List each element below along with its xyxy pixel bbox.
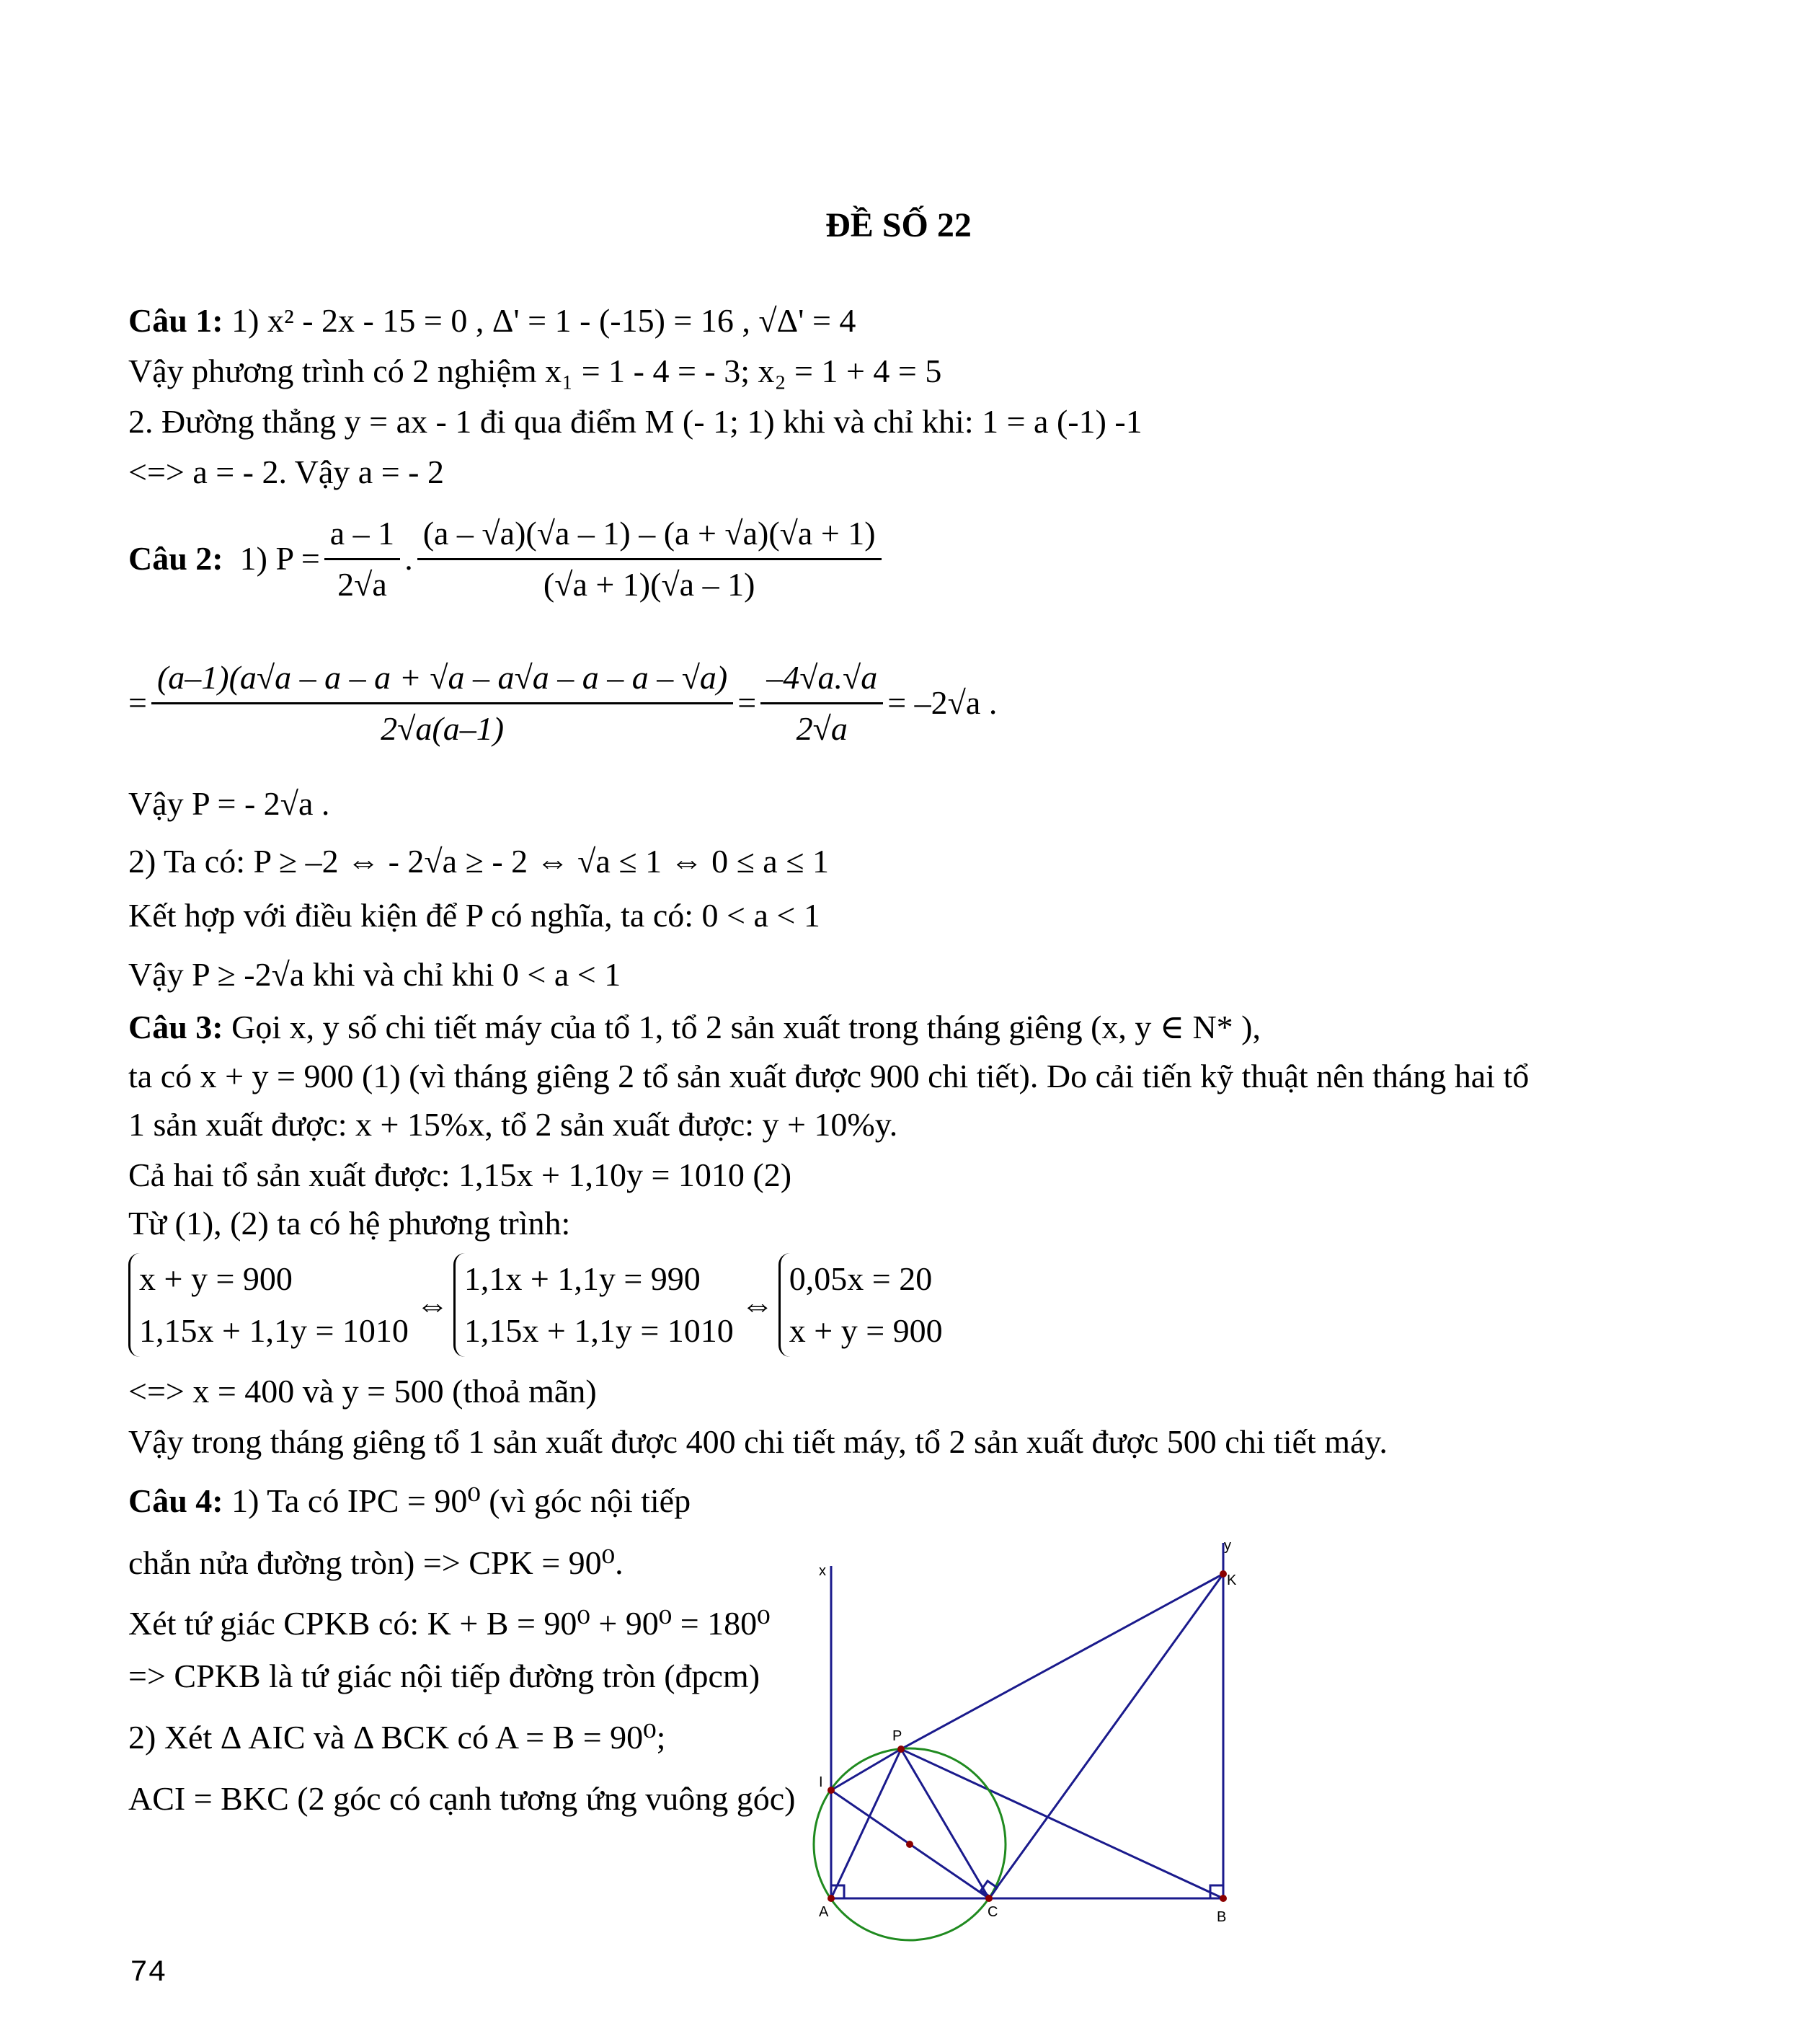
q3-sys2-eq1: 1,1x + 1,1y = 990 [463, 1260, 701, 1297]
q2-f2-num: (a – √a)(√a – 1) – (a + √a)(√a + 1) [417, 512, 882, 560]
point-p [897, 1746, 905, 1753]
q3-sys3-eq1: 0,05x = 20 [789, 1260, 933, 1297]
q2-f1-num: a – 1 [324, 512, 400, 560]
q1-label: Câu 1: [128, 302, 223, 339]
q2-eq2-den: 2√a(a–1) [381, 709, 505, 747]
q3-sys1-eq2: 1,15x + 1,1y = 1010 [139, 1312, 409, 1349]
label-y: y [1224, 1538, 1231, 1554]
label-b: B [1217, 1909, 1227, 1925]
pc-segment [901, 1749, 989, 1898]
q3-sys2-eq2: 1,15x + 1,1y = 1010 [463, 1312, 734, 1349]
point-k [1220, 1570, 1227, 1578]
q3-line6: <=> x = 400 và y = 500 (thoả mãn) [128, 1373, 597, 1410]
q3-equiv-2: ⇔ [740, 1286, 774, 1323]
q3-line5: Từ (1), (2) ta có hệ phương trình: [128, 1205, 571, 1242]
point-b [1220, 1895, 1227, 1902]
pb-segment [901, 1749, 1223, 1898]
page-title: ĐỀ SỐ 22 [825, 206, 972, 244]
q2-part2-line2: Kết hợp với điều kiện để P có nghĩa, ta có: 0 < a < 1 [128, 897, 820, 934]
label-a: A [819, 1904, 829, 1920]
point-center [906, 1841, 913, 1848]
label-x: x [819, 1563, 826, 1579]
q1-line2: Vậy phương trình có 2 nghiệm x₁ = 1 - 4 = - 3; x₂ = 1 + 4 = 5 [128, 353, 942, 389]
q3-line7: Vậy trong tháng giêng tổ 1 sản xuất được 400 chi tiết máy, tổ 2 sản xuất được 500 chi tiết máy. [128, 1423, 1388, 1460]
q2-p-intro: 1) P = [239, 540, 320, 577]
q1-line3: 2. Đường thẳng y = ax - 1 đi qua điểm M (- 1; 1) khi và chỉ khi: 1 = a (-1) -1 [128, 403, 1142, 440]
q2-eq2-result: = –2√a . [887, 684, 998, 721]
q2-f2-den: (√a + 1)(√a – 1) [543, 565, 755, 603]
q2-vay: Vậy P = - 2√a . [128, 785, 330, 822]
pk-segment [901, 1574, 1223, 1749]
q3-label: Câu 3: [128, 1009, 223, 1045]
point-c [985, 1895, 993, 1902]
q3-sys3-eq2: x + y = 900 [789, 1312, 943, 1349]
label-i: I [819, 1774, 823, 1790]
pa-segment [831, 1749, 901, 1898]
q3-equiv-1: ⇔ [415, 1286, 449, 1323]
label-k: K [1227, 1572, 1237, 1588]
ck-segment [989, 1574, 1223, 1898]
q3-sys1-eq1: x + y = 900 [139, 1260, 293, 1297]
q2-line1: Câu 2: 1) P = $\frac{a - 1}{2√a}$ . $\frac{(a - √a)(√a - 1) - (a + √a)(√a + 1)}{(√a + 1)(√a - 1)}$ [128, 508, 886, 609]
q1-text1: 1) x² - 2x - 15 = 0 , Δ' = 1 - (-15) = 16 , √Δ' = 4 [231, 302, 856, 339]
q3-line2: ta có x + y = 900 (1) (vì tháng giêng 2 tổ sản xuất được 900 chi tiết). Do cải tiến kỹ thuật nên tháng hai tổ [128, 1058, 1530, 1094]
q3-text1: Gọi x, y số chi tiết máy của tổ 1, tổ 2 sản xuất trong tháng giêng (x, y ∈ N* ), [231, 1009, 1261, 1045]
point-i [827, 1787, 835, 1794]
q1-line4: <=> a = - 2. Vậy a = - 2 [128, 454, 444, 490]
q3-line4: Cả hai tổ sản xuất được: 1,15x + 1,10y = 1010 (2) [128, 1156, 792, 1193]
q2-part2-line1: 2) Ta có: P ≥ –2 ⇔ - 2√a ≥ - 2 ⇔ √a ≤ 1 ⇔ 0 ≤ a ≤ 1 [128, 843, 829, 880]
q2-f1-den: 2√a [337, 565, 387, 603]
q4-label: Câu 4: [128, 1482, 223, 1519]
q4-line5: 2) Xét Δ AIC và Δ BCK có A = B = 90⁰; [128, 1719, 666, 1756]
q2-eq2-num: (a–1)(a√a – a – a + √a – a√a – a – a – √a) [151, 656, 733, 704]
q2-part2-line3: Vậy P ≥ -2√a khi và chỉ khi 0 < a < 1 [128, 956, 621, 993]
q2-eq2-mid-den: 2√a [796, 709, 848, 747]
label-c: C [988, 1904, 998, 1920]
q2-line2: = $\frac{(a-1)(a√a - a - a + √a - a√a - a - a - √a)}{2√a(a-1)}$ = $\frac{-4√a.√a}{2√a}$ = –2√a . [128, 652, 997, 753]
point-a [827, 1895, 835, 1902]
label-p: P [892, 1728, 902, 1744]
q4-text1: 1) Ta có IPC = 90⁰ (vì góc nội tiếp [231, 1482, 691, 1519]
q4-line3: Xét tứ giác CPKB có: K + B = 90⁰ + 90⁰ = 180⁰ [128, 1605, 771, 1642]
q4-line2: chắn nửa đường tròn) => CPK = 90⁰. [128, 1544, 624, 1581]
q2-label: Câu 2: [128, 540, 223, 577]
q3-line3: 1 sản xuất được: x + 15%x, tổ 2 sản xuất được: y + 10%y. [128, 1106, 898, 1143]
q2-eq2-mid-num: –4√a.√a [760, 656, 883, 704]
q4-line6: ACI = BKC (2 góc có cạnh tương ứng vuông góc) [128, 1780, 796, 1817]
q4-line4: => CPKB là tứ giác nội tiếp đường tròn (đpcm) [128, 1658, 760, 1694]
page-number: 74 [130, 1955, 167, 1990]
